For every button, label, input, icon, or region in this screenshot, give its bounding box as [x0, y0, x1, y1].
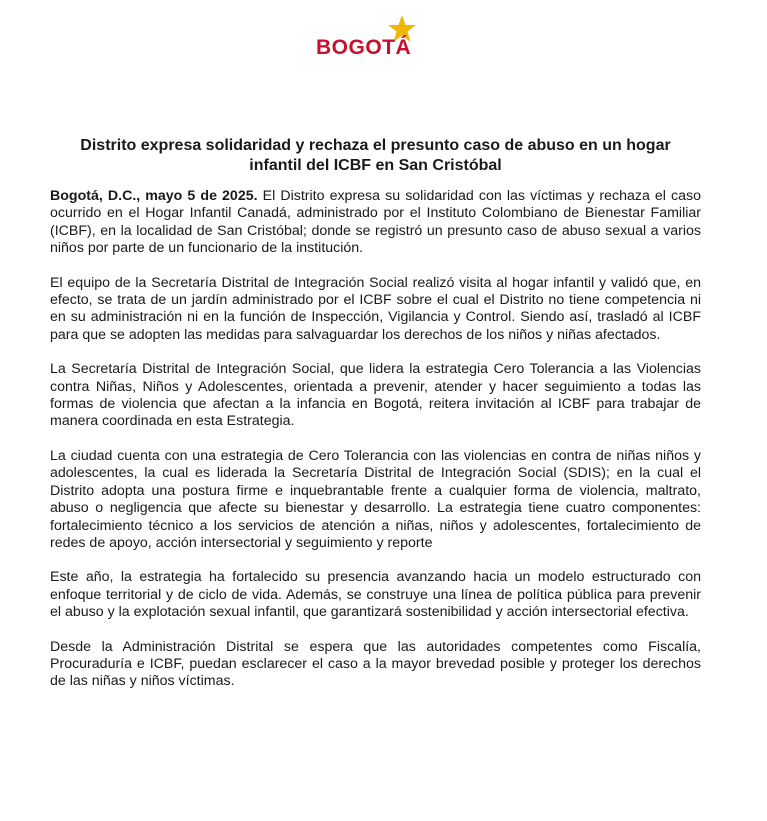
bogota-logo — [316, 14, 426, 70]
paragraph-1-text: El Distrito expresa su solidaridad con las víctimas y rechaza el caso ocurrido en el Hogar Infantil Canadá, administrado por el Instituto Colombiano de Bienestar Familiar (ICBF), en la localidad de San Cristóbal; donde se registró un presunto caso de abuso sexual a varios niños por parte de un funcionario de la institución. — [50, 188, 702, 257]
paragraph-3: La Secretaría Distrital de Integración Social, que lidera la estrategia Cero Tolerancia a las Violencias contra Niñas, Niños y Adolescentes, orientada a prevenir, atender y hacer seguimiento a todas las formas de violencia que afectan a la infancia en Bogotá, reitera invitación al ICBF para trabajar de manera coordinada en esta Estrategia. — [50, 361, 701, 430]
document-title: Distrito expresa solidaridad y rechaza el presunto caso de abuso en un hogar infantil del ICBF en San Cristóbal — [80, 137, 671, 174]
paragraph-6: Desde la Administración Distrital se espera que las autoridades competentes como Fiscalía, Procuraduría e ICBF, puedan esclarecer el caso a la mayor brevedad posible y proteger los derechos de las niñas y niños víctimas. — [50, 638, 701, 690]
paragraph-1 — [50, 188, 701, 258]
paragraph-5: Este año, la estrategia ha fortalecido su presencia avanzando hacia un modelo estructurado con enfoque territorial y de ciclo de vida. Además, se construye una línea de política pública para prevenir el abuso y la explotación sexual infantil, que garantizará sostenibilidad y acción intersectorial efectiva. — [50, 569, 701, 621]
paragraph-2: El equipo de la Secretaría Distrital de Integración Social realizó visita al hogar infantil y validó que, en efecto, se trata de un jardín administrado por el ICBF sobre el cual el Distrito no tiene competencia ni en su administración ni en la función de Inspección, Vigilancia y Control. Siendo así, trasladó al ICBF para que se adopten las medidas para salvaguardar los derechos de los niños y niñas afectados. — [50, 274, 701, 343]
logo-text: BOGOTÁ — [316, 36, 412, 59]
press-release — [50, 136, 701, 708]
dateline: Bogotá, D.C., mayo 5 de 2025. — [50, 188, 258, 204]
paragraph-4: La ciudad cuenta con una estrategia de Cero Tolerancia con las violencias en contra de niñas niños y adolescentes, la cual es liderada la Secretaría Distrital de Integración Social (SDIS); en la cual el Distrito adopta una postura firme e inquebrantable frente a cualquier forma de violencia, maltrato, abuso o negligencia que afecte su bienestar y desarrollo. La estrategia tiene cuatro componentes: fortalecimiento técnico a los servicios de atención a niñas, niños y adolescentes, fortalecimiento de redes de apoyo, acción intersectorial y seguimiento y reporte — [50, 447, 701, 551]
